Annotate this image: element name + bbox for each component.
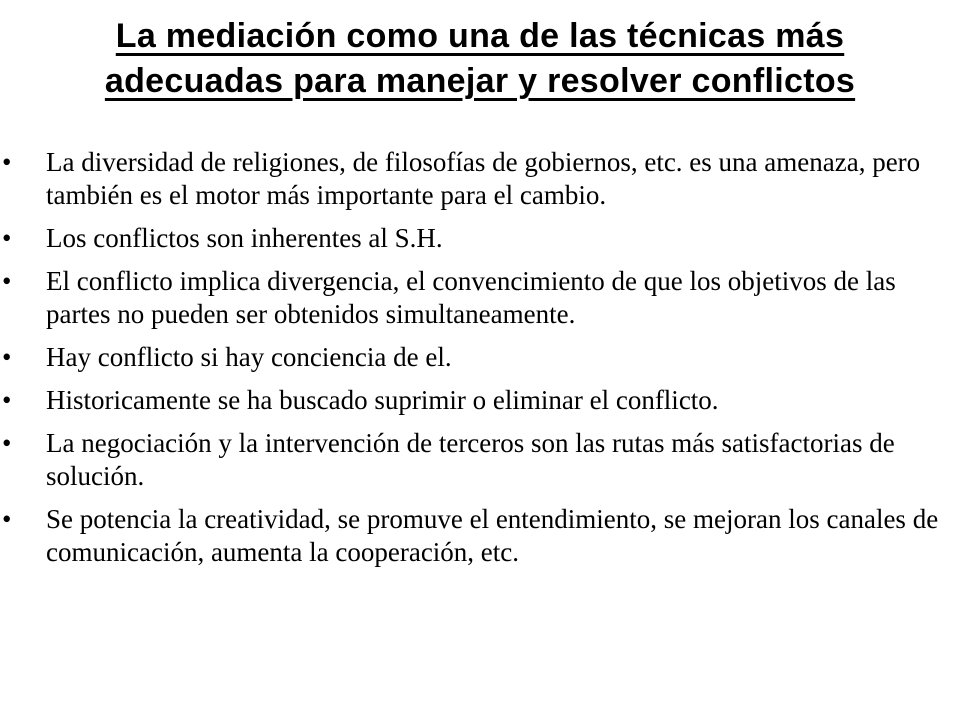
bullet-item xyxy=(2,427,952,493)
bullet-text: La negociación y la intervención de terceros son las rutas más satisfactorias de solución. xyxy=(46,428,895,491)
bullet-item xyxy=(2,384,952,417)
bullet-icon: • xyxy=(2,147,12,177)
bullet-icon: • xyxy=(2,428,12,458)
slide-title xyxy=(20,14,940,104)
bullet-icon: • xyxy=(2,223,12,253)
bullet-list xyxy=(2,146,952,579)
bullet-item xyxy=(2,146,952,212)
bullet-icon: • xyxy=(2,266,12,296)
slide-title-line-2: adecuadas para manejar y resolver conflictos xyxy=(104,62,856,100)
bullet-text: Hay conflicto si hay conciencia de el. xyxy=(46,342,452,372)
bullet-icon: • xyxy=(2,504,12,534)
bullet-text: Se potencia la creatividad, se promuve el entendimiento, se mejoran los canales de comunicación, aumenta la cooperación, etc. xyxy=(46,504,939,567)
bullet-text: Los conflictos son inherentes al S.H. xyxy=(46,223,443,253)
bullet-item xyxy=(2,341,952,374)
bullet-icon: • xyxy=(2,342,12,372)
bullet-text: El conflicto implica divergencia, el convencimiento de que los objetivos de las partes no pueden ser obtenidos simultaneamente. xyxy=(46,266,896,329)
bullet-text: Historicamente se ha buscado suprimir o eliminar el conflicto. xyxy=(46,385,719,415)
bullet-text: La diversidad de religiones, de filosofías de gobiernos, etc. es una amenaza, pero también es el motor más importante para el cambio. xyxy=(46,147,921,210)
bullet-item xyxy=(2,222,952,255)
bullet-item xyxy=(2,503,952,569)
slide-title-line-1: La mediación como una de las técnicas más xyxy=(115,17,845,55)
bullet-item xyxy=(2,265,952,331)
bullet-icon: • xyxy=(2,385,12,415)
